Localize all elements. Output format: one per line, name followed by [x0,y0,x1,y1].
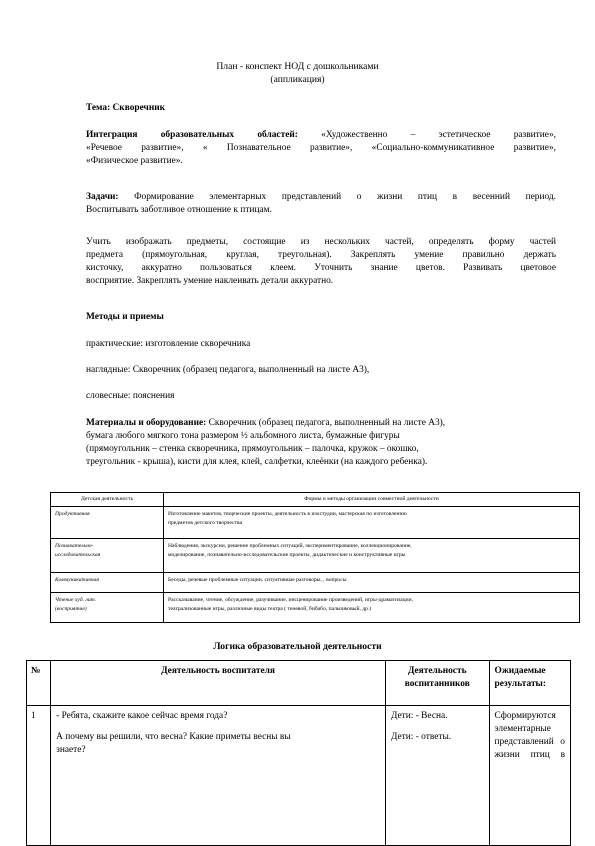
activity-type-cell: Коммуникативная [51,573,164,593]
table-row [51,593,580,623]
tasks-label: Задачи: [86,192,119,202]
header-results-line-1: Ожидаемые [494,666,546,676]
activity-forms-cell [164,539,580,573]
header-kids [385,661,489,706]
forms-line-2: предметов детского творчества [168,520,243,526]
table-row [51,539,580,573]
results-line-2: элементарные [494,724,551,734]
teacher-line-1: - Ребята, скажите какое сейчас время года? [56,711,228,721]
teaching-line-2: предмета (прямоугольная, круглая, треугольная). Закреплять умение правильно держать [86,250,556,260]
type-line-2: исследовательская [55,552,101,558]
header-kids-line-2: воспитанников [404,679,470,689]
tasks-line-1: Формирование элементарных представлений о жизни птиц в весенний период. [134,192,556,202]
document-title [0,60,595,86]
teacher-line-2: А почему вы решили, что весна? Какие приметы весны вы [56,732,291,742]
integration-label: Интеграция образовательных областей: [86,130,298,140]
logic-table-header [27,661,571,706]
table-row [51,507,580,539]
tasks-paragraph [86,191,556,217]
title-line-1: План - конспект НОД с дошкольниками [216,61,379,72]
teacher-cell [51,706,386,846]
forms-line-1: Рассказывание, чтение, обсуждение, разучивание, инсценирование произведений, игры-драматизации, [168,597,414,603]
teaching-line-4: восприятие. Закреплять умение наклеивать детали аккуратно. [86,276,334,286]
teaching-paragraph [86,236,556,288]
header-num: № [27,661,51,706]
topic-heading: Тема: Скворечник [86,103,166,113]
materials-line-2: бумага любого мягкого тона размером ½ альбомного листа, бумажные фигуры [86,431,400,441]
table-row [51,573,580,593]
forms-line-1: Изготовление макетов, творческие проекты, деятельность в изостудии, мастерская по изготовлению [168,511,407,517]
activity-forms-cell: Беседы, речевые проблемные ситуации, ситуативные разговоры, , вопросы [164,573,580,593]
header-teacher: Деятельность воспитателя [51,661,386,706]
logic-title: Логика образовательной деятельности [213,641,382,652]
header-results [489,661,570,706]
teaching-line-1: Учить изображать предметы, состоящие из нескольких частей, определять форму частей [86,237,556,247]
results-cell [489,706,570,846]
tasks-line-2: Воспитывать заботливое отношение к птицам. [86,205,272,215]
activity-table-header [51,493,580,507]
results-line-4: жизни птиц в [494,750,565,760]
methods-visual: наглядные: Скворечник (образец педагога, выполненный на листе А3), [86,365,370,375]
title-line-2: (аппликация) [270,74,325,85]
integration-line-2: «Речевое развитие», « Познавательное развитие», «Социально-коммуникативное развитие», [86,143,556,153]
activity-type-cell [51,593,164,623]
results-line-3: представлений о [494,737,565,747]
methods-verbal: словесные: пояснения [86,391,175,401]
activity-header-type: Детская деятельность [51,493,164,507]
materials-paragraph [86,417,556,469]
header-results-line-2: результаты: [494,679,547,689]
activity-forms-cell [164,507,580,539]
teaching-line-3: кисточку, аккуратно пользоваться клеем. Уточнить знание цветов. Развивать цветовое [86,263,556,273]
materials-line-4: треугольник - крыша), кисти для клея, клей, салфетки, клеёнки (на каждого ребенка). [86,457,428,467]
activity-type-cell: Продуктивная [51,507,164,539]
activity-forms-table [50,492,580,623]
materials-label: Материалы и оборудование: [86,418,207,428]
header-kids-line-1: Деятельность [407,666,467,676]
logic-table [26,660,571,846]
kids-line-2: Дети: - ответы. [390,732,452,742]
table-row [27,706,571,846]
materials-line-1: Скворечник (образец педагога, выполненный на листе А3), [208,418,446,428]
type-line-2: (восприятие) [55,606,87,612]
results-line-1: Сформируются [494,711,556,721]
materials-line-3: (прямоугольник – стенка скворечника, прямоугольник – палочка, кружок – окошко, [86,444,419,454]
methods-practical: практические: изготовление скворечника [86,339,251,349]
type-line-1: Чтение худ. лит. [55,597,97,603]
methods-heading: Методы и приемы [86,312,164,322]
activity-header-forms: Формы и методы организации совместной деятельности [164,493,580,507]
forms-line-1: Наблюдения, экскурсии, решение проблемных ситуаций, экспериментирование, коллекционирование, [168,543,412,549]
row-num: 1 [27,706,51,846]
integration-line-1: «Художественно – эстетическое развитие», [321,130,556,140]
activity-forms-cell [164,593,580,623]
teacher-line-3: знаете? [56,745,86,755]
kids-cell [385,706,489,846]
kids-line-1: Дети: - Весна. [390,711,448,721]
integration-paragraph [86,129,556,168]
forms-line-2: моделирование, познавательно-исследовательские проекты, дидактические и конструктивные игры [168,552,406,558]
type-line-1: Познавательно- [55,543,94,549]
forms-line-2: театрализованные игры, различные виды театра ( теневой, бибабо, пальчиковый, др.) [168,606,372,612]
integration-line-3: «Физическое развитие». [86,156,183,166]
activity-type-cell [51,539,164,573]
